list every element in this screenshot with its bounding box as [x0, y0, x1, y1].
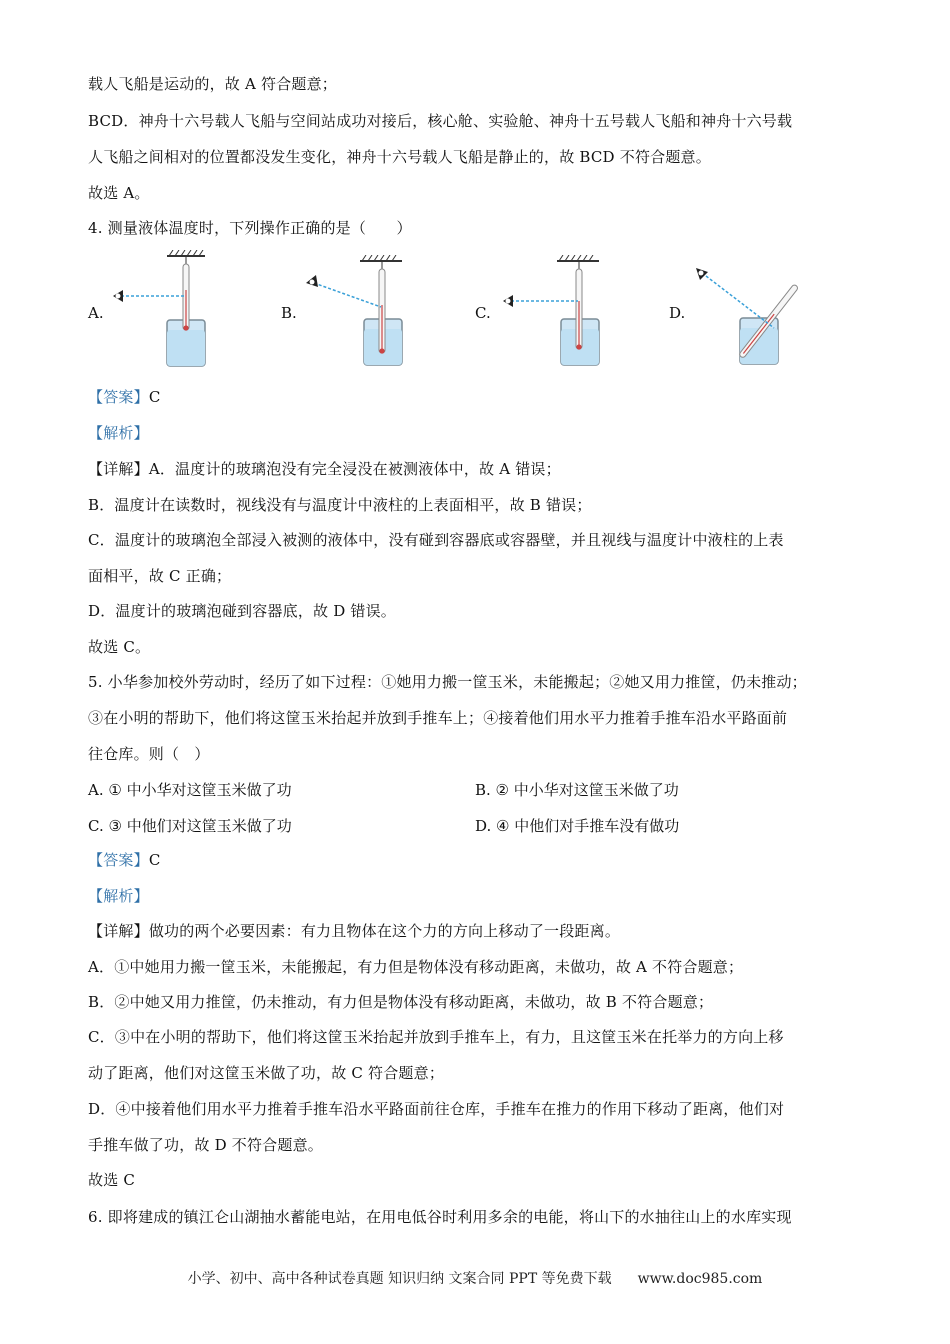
analysis-tag: 【解析】 — [88, 887, 149, 905]
detail-line: C．温度计的玻璃泡全部浸入被测的液体中，没有碰到容器底或容器壁，并且视线与温度计中液柱的上表 — [88, 531, 784, 549]
question-5-stem: ③在小明的帮助下，他们将这筐玉米抬起并放到手推车上；④接着他们用水平力推着手推车沿水平路面前 — [88, 709, 788, 727]
detail-line: D．④中接着他们用水平力推着手推车沿水平路面前往仓库，手推车在推力的作用下移动了距离，他们对 — [88, 1100, 785, 1118]
detail-line — [88, 458, 561, 480]
answer-line-q5 — [88, 849, 161, 871]
eye-icon — [306, 275, 318, 287]
detail-tag: 【详解】 — [88, 460, 149, 478]
ceiling-hatch — [167, 250, 205, 264]
thermometer-figure-d — [688, 262, 803, 372]
question-6-stem: 6. 即将建成的镇江仑山湖抽水蓄能电站，在用电低谷时利用多余的电能，将山下的水抽往山上的水库实现 — [88, 1208, 792, 1226]
q4-option-c-label: C. — [475, 304, 491, 322]
sight-line — [314, 283, 381, 307]
answer-value: C — [148, 851, 161, 869]
detail-line: A．①中她用力搬一筐玉米，未能搬起，有力但是物体没有移动距离，未做功，故 A 不符合题意； — [88, 958, 744, 976]
detail-text: A．温度计的玻璃泡没有完全浸没在被测液体中，故 A 错误； — [148, 460, 561, 478]
answer-tag: 【答案】 — [88, 851, 149, 869]
question-5-stem: 5. 小华参加校外劳动时，经历了如下过程：①她用力搬一筐玉米，未能搬起；②她又用力推筐，仍未推动； — [88, 673, 807, 691]
q4-option-d-label: D. — [669, 304, 686, 322]
q5-option-a: A. ① 中小华对这筐玉米做了功 — [88, 781, 292, 799]
detail-line — [88, 920, 620, 942]
eye-icon — [503, 295, 513, 307]
q4-option-a-label: A. — [88, 304, 104, 322]
thermometer-figure-c — [495, 255, 610, 375]
eye-icon — [113, 290, 123, 302]
ceiling-hatch — [557, 255, 599, 269]
question-4-stem: 4. 测量液体温度时，下列操作正确的是（ ） — [88, 219, 412, 237]
detail-line: 手推车做了功，故 D 不符合题意。 — [88, 1136, 323, 1154]
detail-line: 动了距离，他们对这筐玉米做了功，故 C 符合题意； — [88, 1064, 445, 1082]
q5-option-c: C. ③ 中他们对这筐玉米做了功 — [88, 817, 292, 835]
q5-option-b: B. ② 中小华对这筐玉米做了功 — [475, 781, 679, 799]
detail-line: C．③中在小明的帮助下，他们将这筐玉米抬起并放到手推车上，有力，且这筐玉米在托举力的方向上移 — [88, 1028, 784, 1046]
eye-icon — [696, 268, 708, 280]
conclusion-line: 故选 C — [88, 1171, 136, 1189]
page-footer — [0, 1268, 950, 1290]
analysis-tag: 【解析】 — [88, 424, 149, 442]
question-5-stem: 往仓库。则（ ） — [88, 745, 210, 763]
footer-url[interactable]: www.doc985.com — [637, 1271, 763, 1287]
thermometer-figure-b — [298, 255, 413, 375]
detail-line: B．温度计在读数时，视线没有与温度计中液柱的上表面相平，故 B 错误； — [88, 496, 592, 514]
text-line: 载人飞船是运动的，故 A 符合题意； — [88, 75, 337, 93]
answer-line-q4 — [88, 386, 161, 408]
q4-option-b-label: B. — [281, 304, 297, 322]
text-line: 故选 A。 — [88, 184, 150, 202]
footer-text: 小学、初中、高中各种试卷真题 知识归纳 文案合同 PPT 等免费下载 — [187, 1271, 612, 1287]
ceiling-hatch — [360, 255, 402, 269]
answer-value: C — [148, 388, 161, 406]
detail-line: 面相平，故 C 正确； — [88, 567, 232, 585]
detail-text: 做功的两个必要因素：有力且物体在这个力的方向上移动了一段距离。 — [148, 922, 621, 940]
answer-tag: 【答案】 — [88, 388, 149, 406]
text-line: BCD．神舟十六号载人飞船与空间站成功对接后，核心舱、实验舱、神舟十五号载人飞船和神舟十六号载 — [88, 112, 793, 130]
text-line: 人飞船之间相对的位置都没发生变化，神舟十六号载人飞船是静止的，故 BCD 不符合题意。 — [88, 148, 711, 166]
q5-option-d: D. ④ 中他们对手推车没有做功 — [475, 817, 680, 835]
detail-line: B．②中她又用力推筐，仍未推动，有力但是物体没有移动距离，未做功，故 B 不符合题意； — [88, 993, 714, 1011]
thermometer-figure-a — [105, 250, 215, 370]
conclusion-line: 故选 C。 — [88, 638, 151, 656]
detail-tag: 【详解】 — [88, 922, 149, 940]
detail-line: D．温度计的玻璃泡碰到容器底，故 D 错误。 — [88, 602, 396, 620]
